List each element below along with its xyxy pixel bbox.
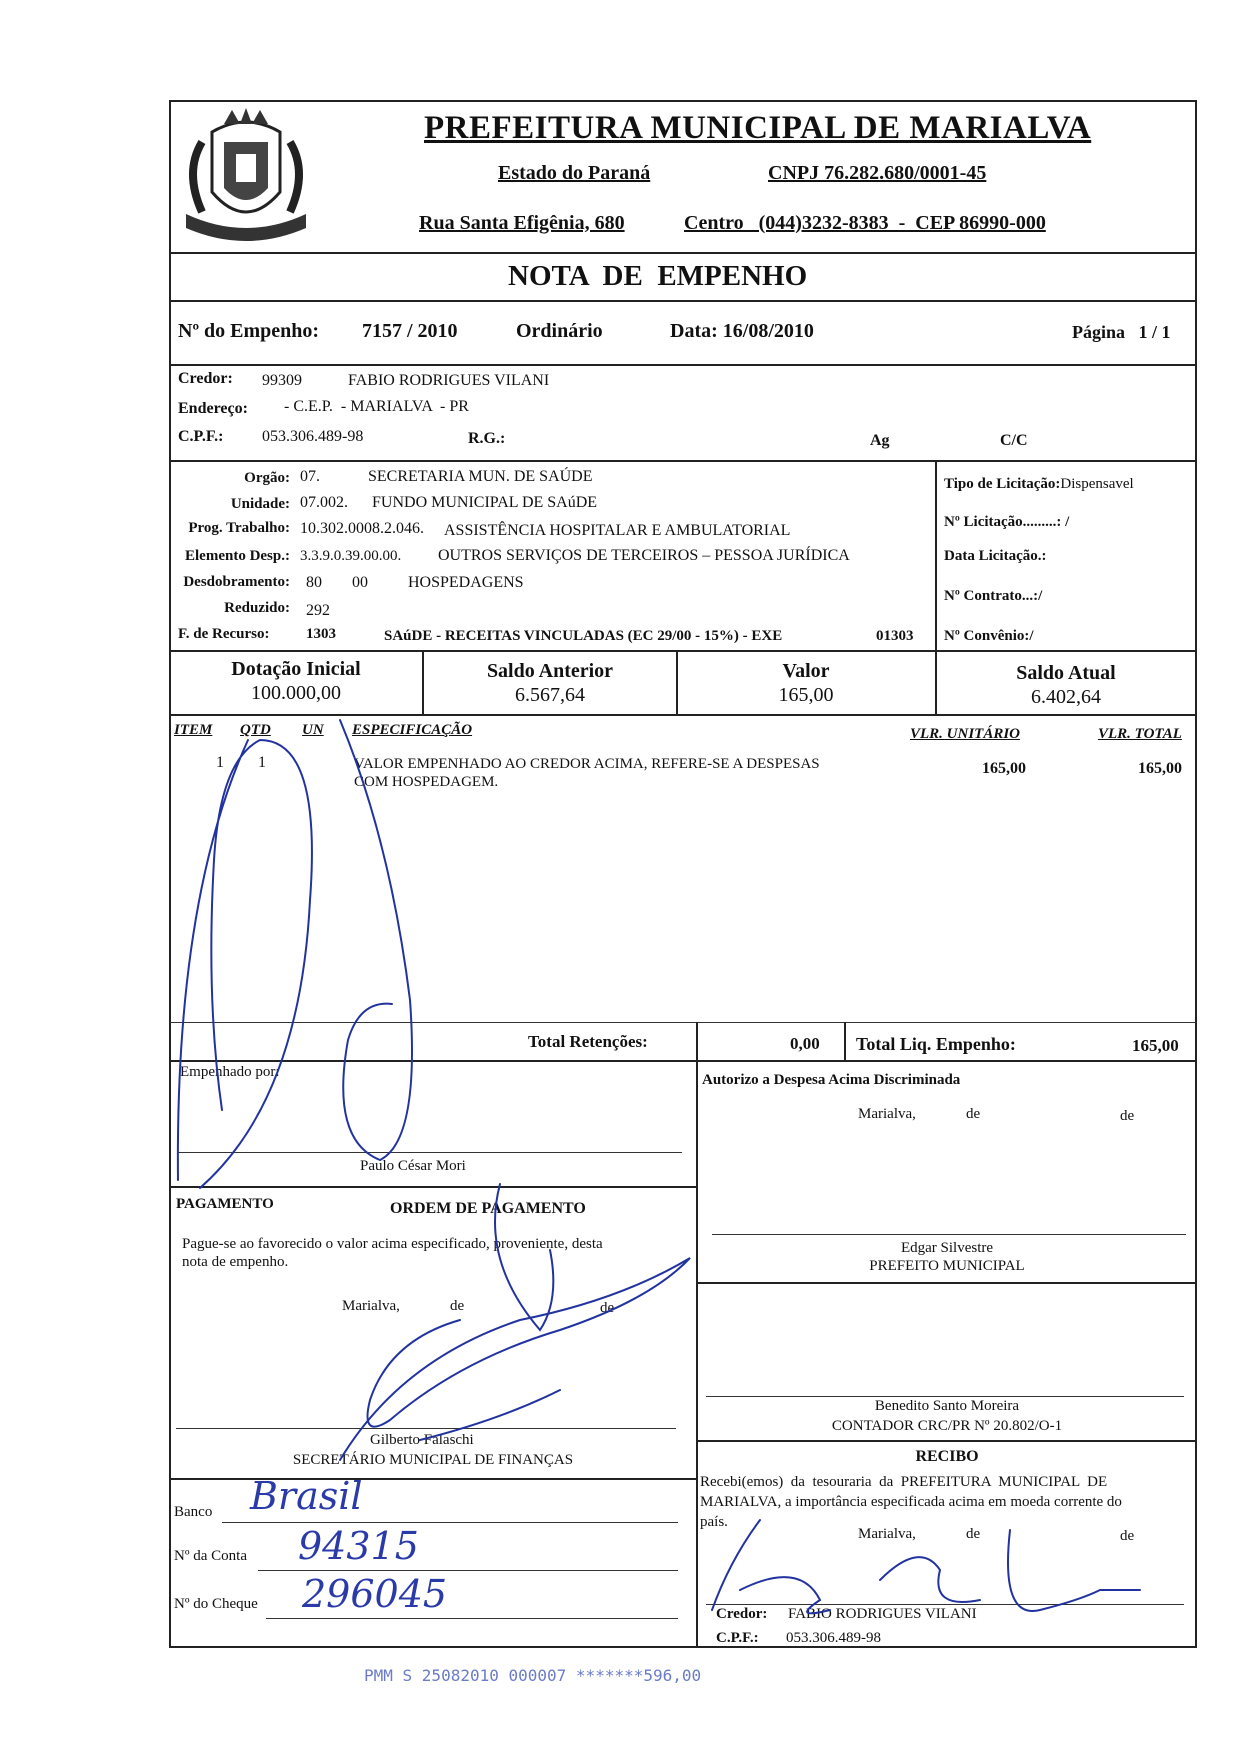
- saldo-anterior-label: Saldo Anterior: [486, 660, 614, 682]
- empenho-number: 7157 / 2010: [362, 320, 458, 342]
- numero-convenio: Nº Convênio:/: [944, 628, 1034, 644]
- desdobramento-subcode: 00: [352, 574, 368, 591]
- orgao-code: 07.: [300, 468, 320, 485]
- item-total: 165,00: [1138, 760, 1182, 777]
- desdobramento-name: HOSPEDAGENS: [408, 574, 524, 591]
- fonte-recurso-code: 1303: [306, 626, 336, 642]
- recibo-cpf-label: C.P.F.:: [716, 1630, 759, 1646]
- page-number: Página 1 / 1: [1072, 322, 1171, 342]
- address-label: Endereço:: [178, 400, 248, 417]
- empenhado-por-label: Empenhado por:: [180, 1064, 280, 1080]
- reduzido-value: 292: [306, 602, 330, 619]
- elemento-label: Elemento Desp.:: [185, 548, 290, 564]
- street-address: Rua Santa Efigênia, 680: [419, 212, 625, 234]
- secretario-name: Gilberto Falaschi: [370, 1432, 474, 1448]
- recibo-credor-label: Credor:: [716, 1606, 768, 1622]
- bank-stamp: PMM S 25082010 000007 *******596,00: [364, 1666, 702, 1685]
- dotacao-label: Dotação Inicial: [231, 658, 361, 680]
- item-number: 1: [216, 754, 224, 771]
- banco-value: Brasil: [250, 1474, 363, 1518]
- pagamento-de2: de: [600, 1300, 615, 1316]
- elemento-code: 3.3.9.0.39.00.00.: [300, 548, 402, 564]
- document-title: NOTA DE EMPENHO: [508, 260, 808, 292]
- item-unit-price: 165,00: [982, 760, 1026, 777]
- autorizo-label: Autorizo a Despesa Acima Discriminada: [702, 1072, 961, 1088]
- autorizo-de2: de: [1120, 1108, 1135, 1124]
- pagamento-place: Marialva,: [342, 1298, 400, 1314]
- recibo-text-line2: MARIALVA, a importância especificada acima em moeda corrente do: [700, 1494, 1122, 1510]
- recibo-text-line3: país.: [700, 1514, 728, 1530]
- programa-name: ASSISTÊNCIA HOSPITALAR E AMBULATORIAL: [444, 522, 791, 539]
- empenhado-por-name: Paulo César Mori: [360, 1158, 466, 1174]
- pagamento-text-line2: nota de empenho.: [182, 1254, 289, 1270]
- conta-value: 94315: [298, 1524, 419, 1568]
- unidade-name: FUNDO MUNICIPAL DE SAúDE: [372, 494, 598, 511]
- programa-label: Prog. Trabalho:: [188, 520, 290, 536]
- item-spec-line1: VALOR EMPENHADO AO CREDOR ACIMA, REFERE-SE A DESPESAS: [354, 756, 820, 772]
- saldo-atual-label: Saldo Atual: [1016, 662, 1116, 684]
- col-qtd-header: QTD: [240, 722, 271, 738]
- district-phone-cep: Centro (044)3232-8383 - CEP 86990-000: [684, 212, 1046, 234]
- recibo-place: Marialva,: [858, 1526, 916, 1542]
- credor-cpf: 053.306.489-98: [262, 428, 364, 445]
- pagamento-label: PAGAMENTO: [176, 1196, 274, 1212]
- recibo-credor-name: FABIO RODRIGUES VILANI: [788, 1606, 977, 1622]
- orgao-name: SECRETARIA MUN. DE SAÚDE: [368, 468, 593, 485]
- banco-label: Banco: [174, 1504, 213, 1520]
- col-unit-price-header: VLR. UNITÁRIO: [910, 726, 1021, 742]
- cheque-label: Nº do Cheque: [174, 1596, 258, 1612]
- prefeito-name: Edgar Silvestre: [900, 1240, 994, 1256]
- cpf-label: C.P.F.:: [178, 428, 224, 445]
- col-un-header: UN: [302, 722, 324, 738]
- total-liquido-label: Total Liq. Empenho:: [856, 1034, 1016, 1054]
- conta-label: Nº da Conta: [174, 1548, 247, 1564]
- municipality-title: PREFEITURA MUNICIPAL DE MARIALVA: [424, 110, 1092, 146]
- item-spec-line2: COM HOSPEDAGEM.: [354, 774, 499, 790]
- empenho-type: Ordinário: [516, 320, 603, 342]
- prefeito-role: PREFEITO MUNICIPAL: [869, 1258, 1025, 1274]
- secretario-role: SECRETÁRIO MUNICIPAL DE FINANÇAS: [292, 1452, 574, 1468]
- autorizo-place: Marialva,: [858, 1106, 916, 1122]
- pagamento-de1: de: [450, 1298, 465, 1314]
- recibo-cpf: 053.306.489-98: [786, 1630, 881, 1646]
- autorizo-de1: de: [966, 1106, 981, 1122]
- unidade-label: Unidade:: [230, 496, 290, 512]
- contador-name: Benedito Santo Moreira: [874, 1398, 1020, 1414]
- unidade-code: 07.002.: [300, 494, 348, 511]
- desdobramento-code: 80: [306, 574, 322, 591]
- total-liquido-value: 165,00: [1132, 1036, 1179, 1055]
- orgao-label: Orgão:: [244, 470, 290, 486]
- credor-label: Credor:: [178, 370, 233, 387]
- tipo-licitacao: Tipo de Licitação:Dispensavel: [944, 476, 1134, 492]
- retencoes-value: 0,00: [790, 1034, 820, 1053]
- fonte-recurso-name: SAúDE - RECEITAS VINCULADAS (EC 29/00 - 15%) - EXE: [384, 628, 783, 644]
- item-qtd: 1: [258, 754, 266, 771]
- contador-role: CONTADOR CRC/PR Nº 20.802/O-1: [831, 1418, 1063, 1434]
- numero-licitacao: Nº Licitação.........: /: [944, 514, 1070, 530]
- recibo-text-line1: Recebi(emos) da tesouraria da PREFEITURA MUNICIPAL DE: [700, 1474, 1108, 1490]
- signature-recibo: [712, 1520, 1140, 1613]
- programa-code: 10.302.0008.2.046.: [300, 520, 424, 537]
- col-total-header: VLR. TOTAL: [1098, 726, 1182, 742]
- recibo-label: RECIBO: [915, 1448, 979, 1465]
- reduzido-label: Reduzido:: [224, 600, 290, 616]
- valor-value: 165,00: [778, 684, 834, 706]
- agency-label: Ag: [870, 432, 890, 449]
- fonte-recurso-label: F. de Recurso:: [178, 626, 270, 642]
- retencoes-label: Total Retenções:: [528, 1032, 648, 1051]
- dotacao-value: 100.000,00: [251, 682, 341, 704]
- credor-address: - C.E.P. - MARIALVA - PR: [284, 398, 469, 415]
- rg-label: R.G.:: [468, 430, 506, 447]
- credor-name: FABIO RODRIGUES VILANI: [348, 372, 550, 389]
- saldo-atual-value: 6.402,64: [1031, 686, 1101, 708]
- cheque-value: 296045: [302, 1572, 448, 1616]
- valor-label: Valor: [782, 660, 830, 682]
- fonte-recurso-code2: 01303: [876, 628, 914, 644]
- pagamento-text-line1: Pague-se ao favorecido o valor acima especificado, proveniente, desta: [182, 1236, 603, 1252]
- desdobramento-label: Desdobramento:: [183, 574, 290, 590]
- signature-empenhado: [178, 720, 412, 1188]
- cnpj-label: CNPJ 76.282.680/0001-45: [768, 162, 987, 184]
- signature-pagamento: [340, 1184, 690, 1460]
- numero-contrato: Nº Contrato...:/: [944, 588, 1043, 604]
- ordem-pagamento-label: ORDEM DE PAGAMENTO: [390, 1200, 586, 1217]
- empenho-number-label: Nº do Empenho:: [178, 320, 320, 342]
- col-item-header: ITEM: [174, 722, 213, 738]
- recibo-de2: de: [1120, 1528, 1135, 1544]
- col-spec-header: ESPECIFICAÇÃO: [352, 722, 473, 738]
- state-label: Estado do Paraná: [498, 162, 651, 184]
- saldo-anterior-value: 6.567,64: [515, 684, 585, 706]
- data-licitacao: Data Licitação.:: [944, 548, 1047, 564]
- account-label: C/C: [1000, 432, 1028, 449]
- elemento-name: OUTROS SERVIÇOS DE TERCEIROS – PESSOA JURÍDICA: [438, 547, 850, 564]
- credor-code: 99309: [262, 372, 302, 389]
- empenho-date: Data: 16/08/2010: [670, 320, 814, 342]
- recibo-de1: de: [966, 1526, 981, 1542]
